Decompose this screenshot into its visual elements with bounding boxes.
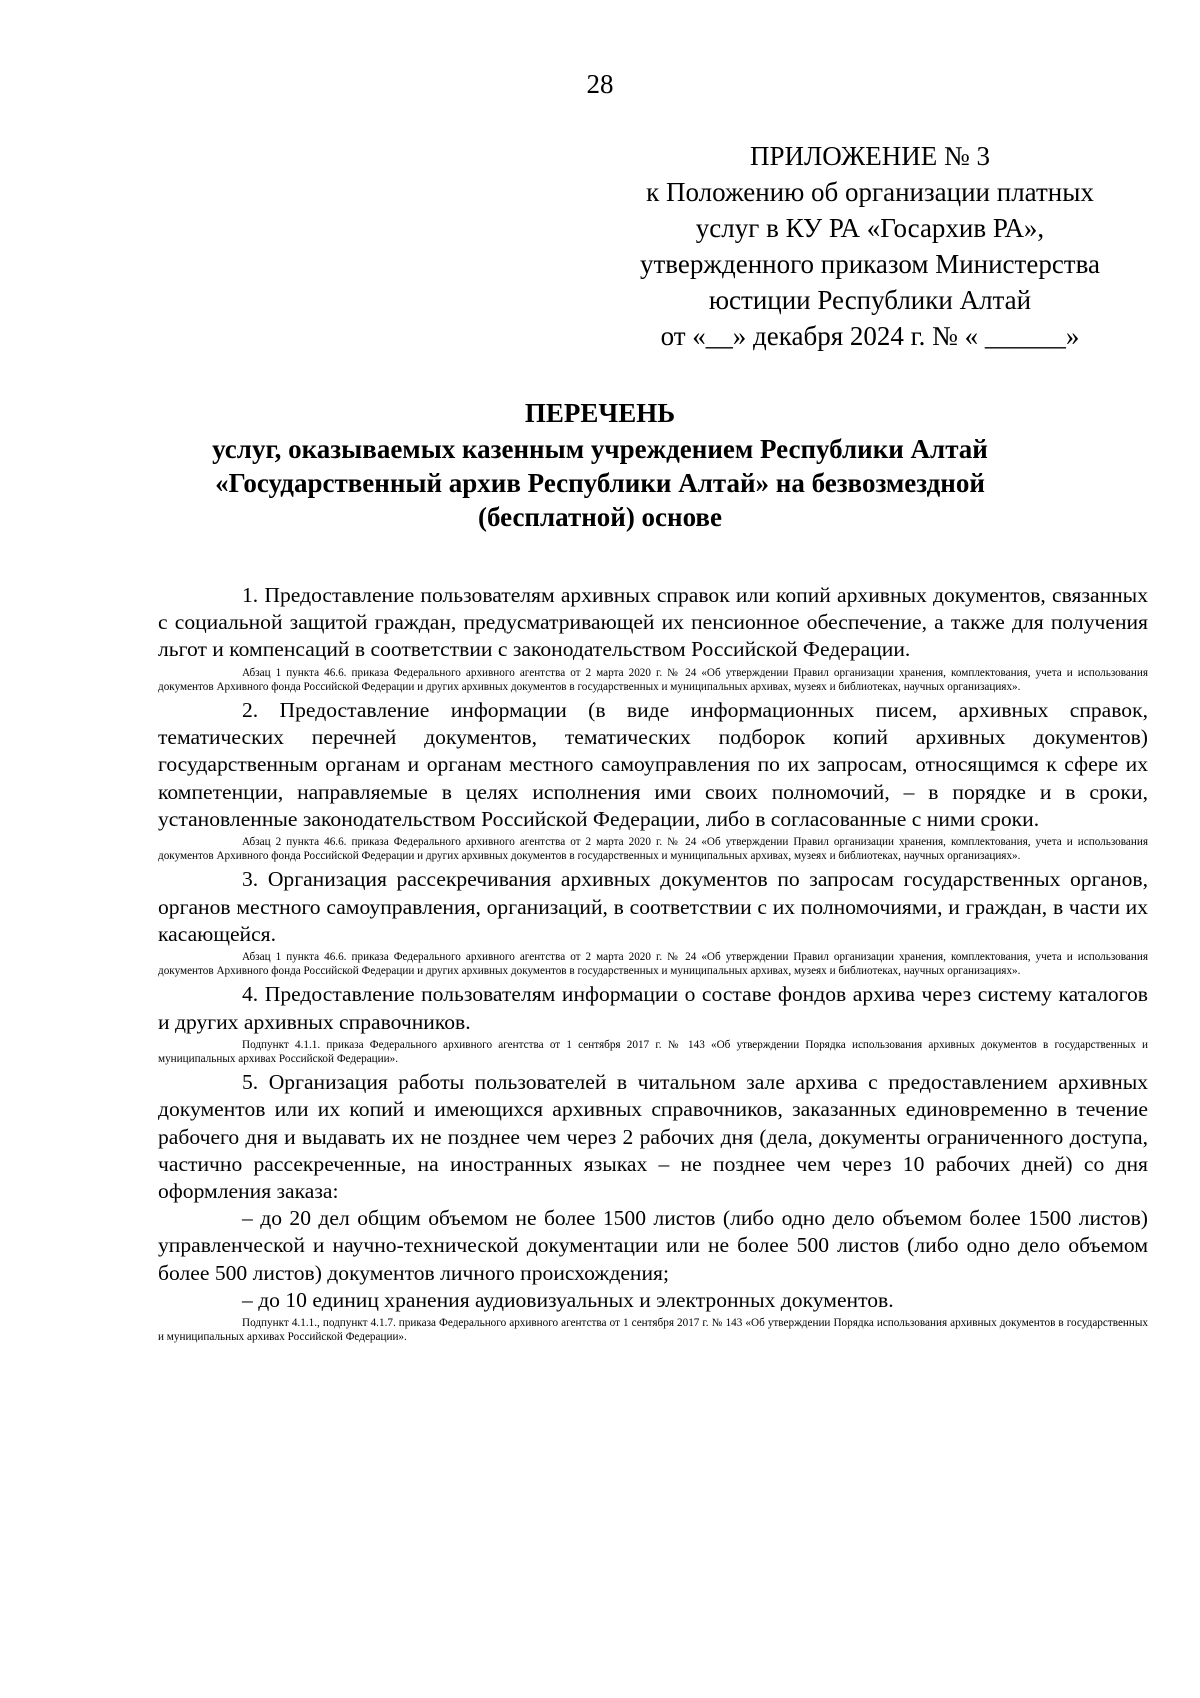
- document-title: [140, 396, 1060, 534]
- service-item-1: 1. Предоставление пользователям архивных справок или копий архивных документов, связанных с социальной защитой граждан, предусматривающей их пенсионное обеспечение, а также для получения льгот и компенсаций в соответствии с законодательством Российской Федерации.: [158, 583, 1148, 662]
- legal-reference-note: Подпункт 4.1.1. приказа Федерального архивного агентства от 1 сентября 2017 г. № 143 «Об утверждении Порядка использования архивных документов в государственных и муниципальных архивах Российской Федерации».: [158, 1038, 1148, 1066]
- title-subline: «Государственный архив Республики Алтай» на безвозмездной: [215, 468, 985, 498]
- legal-reference-note: Абзац 1 пункта 46.6. приказа Федерального архивного агентства от 2 марта 2020 г. № 24 «Об утверждении Правил организации хранения, комплектования, учета и использования документов Архивного фонда Российской Федерации и других архивных документов в государственных и муниципальных архивах, музеях и библиотеках, научных организациях».: [158, 951, 1148, 978]
- page-number: 28: [586, 69, 614, 99]
- service-item-5-bullet: – до 10 единиц хранения аудиовизуальных и электронных документов.: [242, 1287, 894, 1312]
- services-list: [158, 582, 1148, 1348]
- appendix-line: юстиции Республики Алтай: [708, 285, 1032, 315]
- legal-reference-note: Абзац 2 пункта 46.6. приказа Федерального архивного агентства от 2 марта 2020 г. № 24 «Об утверждении Правил организации хранения, комплектования, учета и использования документов Архивного фонда Российской Федерации и других архивных документов в государственных и муниципальных архивах, музеях и библиотеках, научных организациях».: [158, 836, 1148, 863]
- appendix-line: услуг в КУ РА «Госархив РА»,: [695, 213, 1045, 243]
- appendix-header: [600, 138, 1140, 354]
- service-item-5-bullet: – до 20 дел общим объемом не более 1500 листов (либо одно дело объемом более 1500 листов) управленческой и научно-технической документации или не более 500 листов (либо одно дело объемом более 500 листов) документов личного происхождения;: [158, 1206, 1148, 1285]
- legal-reference-note: Подпункт 4.1.1., подпункт 4.1.7. приказа Федерального архивного агентства от 1 сентября 2017 г. № 143 «Об утверждении Порядка использования архивных документов в государственных и муниципальных архивах Российской Федерации».: [158, 1317, 1148, 1344]
- appendix-date-line: от «__» декабря 2024 г. № « ______»: [660, 321, 1080, 351]
- appendix-line: утвержденного приказом Министерства: [639, 249, 1100, 279]
- service-item-5: 5. Организация работы пользователей в читальном зале архива с предоставлением архивных документов или их копий и имеющихся архивных справочников, заказанных единовременно в течение рабочего дня и выдавать их не позднее чем через 2 рабочих дня (дела, документы ограниченного доступа, частично рассекреченные, на иностранных языках – не позднее чем через 10 рабочих дней) со дня оформления заказа:: [158, 1070, 1148, 1204]
- appendix-title: ПРИЛОЖЕНИЕ № 3: [749, 141, 991, 171]
- legal-reference-note: Абзац 1 пункта 46.6. приказа Федерального архивного агентства от 2 марта 2020 г. № 24 «Об утверждении Правил организации хранения, комплектования, учета и использования документов Архивного фонда Российской Федерации и других архивных документов в государственных и муниципальных архивах, музеях и библиотеках, научных организациях».: [158, 666, 1148, 693]
- title-main: ПЕРЕЧЕНЬ: [524, 398, 676, 428]
- service-item-2: 2. Предоставление информации (в виде информационных писем, архивных справок, тематических перечней документов, тематических подборок копий архивных документов) государственным органам и органам местного самоуправления по их запросам, относящимся к сфере их компетенции, направляемые в целях исполнения ими своих полномочий, – в порядке и в сроки, установленные законодательством Российской Федерации, либо в согласованные с ними сроки.: [158, 698, 1148, 831]
- title-subline: (бесплатной) основе: [478, 502, 722, 532]
- service-item-4: 4. Предоставление пользователям информации о составе фондов архива через систему каталогов и других архивных справочников.: [158, 982, 1148, 1034]
- service-item-3: 3. Организация рассекречивания архивных документов по запросам государственных органов, органов местного самоуправления, организаций, в соответствии с их полномочиями, и граждан, в части их касающейся.: [158, 867, 1148, 946]
- title-subline: услуг, оказываемых казенным учреждением Республики Алтай: [212, 434, 988, 464]
- appendix-line: к Положению об организации платных: [646, 177, 1094, 207]
